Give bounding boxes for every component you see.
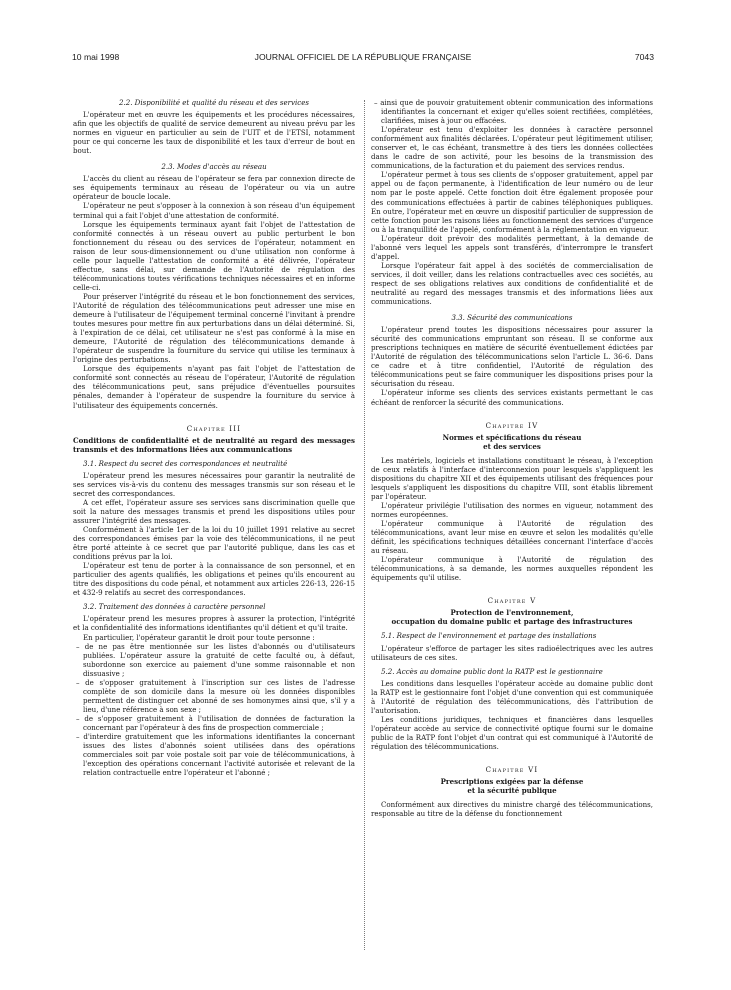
paragraph: Lorsque des équipements n'ayant pas fait l'objet de l'attestation de conformité sont connectés au réseau de l'opérateur, l'Autorité de régulation des télécommunications peut, sans préjudice d'éventuelles poursuites pénales, demander à l'opérateur de suspendre la fourniture du service à l'utilisateur des équipements concernés.	[73, 364, 355, 410]
section-heading: 2.3. Modes d'accès au réseau	[161, 162, 267, 172]
list-item: – ainsi que de pouvoir gratuitement obtenir communication des informations identifiantes la concernant et exiger qu'elles soient rectifiées, complétées, clarifiées, mises à jour ou effacées.	[381, 98, 653, 125]
paragraph: Pour préserver l'intégrité du réseau et le bon fonctionnement des services, l'Autorité de régulation des télécommunications peut adresser une mise en demeure à l'utilisateur de l'équipement terminal concerné l'invitant à prendre toutes mesures pour mettre fin aux perturbations dans un délai déterminé. Si, à l'expiration de ce délai, cet utilisateur ne s'est pas conformé à la mise en demeure, l'Autorité de régulation des télécommunications demande à l'opérateur de suspendre la fourniture du service qui utilise les terminaux à l'origine des perturbations.	[73, 291, 355, 365]
paragraph: L'accès du client au réseau de l'opérateur se fera par connexion directe de ses équipements terminaux au réseau de l'opérateur ou via un autre opérateur de boucle locale.	[73, 174, 355, 202]
chapter-title-line: occupation du domaine public et partage des infrastructures	[391, 617, 633, 627]
section-heading: 2.2. Disponibilité et qualité du réseau et des services	[118, 98, 309, 107]
paragraph: A cet effet, l'opérateur assure ses services sans discrimination quelle que soit la nature des messages transmis et prend les dispositions utiles pour assurer l'intégrité des messages.	[73, 497, 355, 525]
chapter-title: Conditions de confidentialité et de neutralité au regard des messages transmis et des informations liées aux communications	[73, 435, 355, 454]
section-heading: 5.1. Respect de l'environnement et partage des installations	[381, 631, 597, 641]
chapter-label: Chapitre VI	[485, 765, 539, 775]
chapter-title-line: Protection de l'environnement,	[450, 608, 574, 618]
header-date: 10 mai 1998	[72, 52, 120, 62]
section-heading: 3.1. Respect du secret des correspondances et neutralité	[83, 458, 288, 468]
list-item: – de ne pas être mentionnée sur les listes d'abonnés ou d'utilisateurs publiées. L'opérateur assure la gratuité de cette faculté ou, à défaut, subordonne son exercice au paiement d'une somme raisonnable et non dissuasive ;	[83, 642, 355, 678]
paragraph: Les conditions juridiques, techniques et financières dans lesquelles l'opérateur accède au service de connectivité optique fourni sur le domaine public de la RATP font l'objet d'un contrat qui est communiqué à l'Autorité de régulation des télécommunications.	[371, 714, 653, 751]
paragraph: L'opérateur informe ses clients des services existants permettant le cas échéant de renforcer la sécurité des communications.	[371, 388, 653, 407]
paragraph: L'opérateur s'efforce de partager les sites radioélectriques avec les autres utilisateurs de ces sites.	[371, 643, 653, 662]
chapter-title-line: Normes et spécifications du réseau	[442, 432, 582, 442]
paragraph: L'opérateur est tenu d'exploiter les données à caractère personnel conformément aux finalités déclarées. L'opérateur peut légitimement utiliser, conserver et, le cas échéant, transmettre à des tiers les données collectées dans le cadre de son activité, pour les besoins de la transmission des communications, de la facturation et du paiement des services rendus.	[371, 125, 653, 171]
chapter-title-line: Prescriptions exigées par la défense	[440, 777, 584, 787]
chapter-title	[371, 608, 653, 626]
chapter-title-line: et des services	[483, 441, 541, 451]
header-journal-title: JOURNAL OFFICIEL DE LA RÉPUBLIQUE FRANÇAISE	[254, 52, 472, 62]
rights-list	[73, 642, 355, 778]
section-heading: 3.2. Traitement des données à caractère personnel	[83, 602, 266, 612]
paragraph: L'opérateur prend les mesures propres à assurer la protection, l'intégrité et la confidentialité des informations identifiantes qu'il détient et qu'il traite.	[73, 614, 355, 633]
paragraph: Lorsque l'opérateur fait appel à des sociétés de commercialisation de services, il doit veiller, dans les relations contractuelles avec ces sociétés, au respect de ses obligations relatives aux conditions de confidentialité et de neutralité au regard des messages transmis et des informations liées aux communications.	[371, 260, 653, 307]
page-header	[72, 52, 654, 66]
column-divider	[364, 100, 365, 950]
header-page-number: 7043	[634, 52, 654, 62]
paragraph: L'opérateur ne peut s'opposer à la connexion à son réseau d'un équipement terminal qui a fait l'objet d'une attestation de conformité.	[73, 201, 355, 220]
section-heading: 3.3. Sécurité des communications	[451, 313, 573, 323]
list-item: – de s'opposer gratuitement à l'inscription sur ces listes de l'adresse complète de son domicile dans la mesure où les données disponibles permettent de distinguer cet abonné de ses homonymes ainsi que, s'il y a lieu, d'une référence à son sexe ;	[83, 678, 355, 714]
chapter-label: Chapitre IV	[485, 420, 539, 430]
paragraph: Conformément aux directives du ministre chargé des télécommunications, responsable au titre de la défense du fonctionnement	[371, 800, 653, 819]
paragraph: Lorsque les équipements terminaux ayant fait l'objet de l'attestation de conformité connectés à un réseau ouvert au public perturbent le bon fonctionnement du réseau ou des services de l'opérateur, notamment en raison de leur sous-dimensionnement ou d'une utilisation non conforme à celle pour laquelle l'attestation de conformité a été délivrée, l'opérateur effectue, sans délai, sur demande de l'Autorité de régulation des télécommunications toutes vérifications techniques nécessaires et en informe celle-ci.	[73, 219, 355, 292]
chapter-label: Chapitre V	[487, 596, 537, 606]
paragraph: L'opérateur privilégie l'utilisation des normes en vigueur, notamment des normes européennes.	[371, 500, 653, 519]
chapter-title-line: et la sécurité publique	[467, 786, 557, 796]
paragraph: Conformément à l'article 1er de la loi du 10 juillet 1991 relative au secret des correspondances émises par la voie des télécommunications, il ne peut être porté atteinte à ce secret que par l'autorité publique, dans les cas et conditions prévus par la loi.	[73, 525, 355, 562]
list-item: – de s'opposer gratuitement à l'utilisation de données de facturation la concernant par l'opérateur à des fins de prospection commerciale ;	[83, 714, 355, 732]
section-heading: 5.2. Accès au domaine public dont la RATP est le gestionnaire	[381, 666, 603, 676]
paragraph: L'opérateur communique à l'Autorité de régulation des télécommunications, à sa demande, les normes auxquelles répondent les équipements qu'il utilise.	[371, 555, 653, 583]
paragraph: L'opérateur doit prévoir des modalités permettant, à la demande de l'abonné vers lequel les appels sont transférés, d'interrompre le transfert d'appel.	[371, 233, 653, 261]
paragraph: L'opérateur met en œuvre les équipements et les procédures nécessaires, afin que les objectifs de qualité de service demeurent au niveau prévu par les normes en vigueur en particulier au sein de l'UIT et de l'ETSI, notamment pour ce qui concerne les taux de disponibilité et les taux d'erreur de bout en bout.	[73, 110, 355, 156]
paragraph: Les conditions dans lesquelles l'opérateur accède au domaine public dont la RATP est le gestionnaire font l'objet d'une convention qui est communiquée à l'Autorité de régulation des télécommunications, dès l'attribution de l'autorisation.	[371, 678, 653, 715]
paragraph: L'opérateur permet à tous ses clients de s'opposer gratuitement, appel par appel ou de façon permanente, à l'identification de leur numéro ou de leur nom par le poste appelé. Cette fonction doit être également proposée pour des communications effectuées à partir de cabines téléphoniques publiques. En outre, l'opérateur met en œuvre un dispositif particulier de suppression de cette fonction pour les raisons liées au fonctionnement des services d'urgence ou à la tranquillité de l'appelé, conformément à la réglementation en vigueur.	[371, 170, 653, 234]
paragraph: L'opérateur communique à l'Autorité de régulation des télécommunications, avant leur mise en œuvre et selon les modalités qu'elle définit, les spécifications techniques détaillées concernant l'interface d'accès au réseau.	[371, 519, 653, 556]
paragraph: L'opérateur prend les mesures nécessaires pour garantir la neutralité de ses services vis-à-vis du contenu des messages transmis sur son réseau et le secret des correspondances.	[73, 470, 355, 498]
paragraph: L'opérateur est tenu de porter à la connaissance de son personnel, et en particulier des agents qualifiés, les obligations et peines qu'ils encourent au titre des dispositions du code pénal, et notamment aux articles 226-13, 226-15 et 432-9 relatifs au secret des correspondances.	[73, 561, 355, 598]
paragraph: Les matériels, logiciels et installations constituant le réseau, à l'exception de ceux relatifs à l'interface d'interconnexion pour lesquels s'appliquent les dispositions du chapitre XII et des équipements utilisant des fréquences pour lesquels s'appliquent les dispositions du chapitre VIII, sont établis librement par l'opérateur.	[371, 455, 653, 501]
chapter-title	[371, 777, 653, 795]
rights-list-continued	[371, 98, 653, 125]
left-column	[73, 98, 355, 777]
right-column	[371, 98, 653, 818]
chapter-title	[371, 433, 653, 451]
paragraph: L'opérateur prend toutes les dispositions nécessaires pour assurer la sécurité des communications empruntant son réseau. Il se conforme aux prescriptions techniques en matière de sécurité éventuellement édictées par l'Autorité de régulation des télécommunications selon l'article L. 36-6. Dans ce cadre et à titre confidentiel, l'Autorité de régulation des télécommunications peut se faire communiquer les dispositions prises pour la sécurisation du réseau.	[371, 325, 653, 389]
paragraph: En particulier, l'opérateur garantit le droit pour toute personne :	[83, 632, 315, 642]
list-item: – d'interdire gratuitement que les informations identifiantes la concernant issues des listes d'abonnés soient utilisées dans des opérations commerciales soit par voie postale soit par voie de télécommunications, à l'exception des opérations concernant l'activité autorisée et relevant de la relation contractuelle entre l'opérateur et l'abonné ;	[83, 732, 355, 777]
chapter-label: Chapitre III	[186, 423, 242, 433]
